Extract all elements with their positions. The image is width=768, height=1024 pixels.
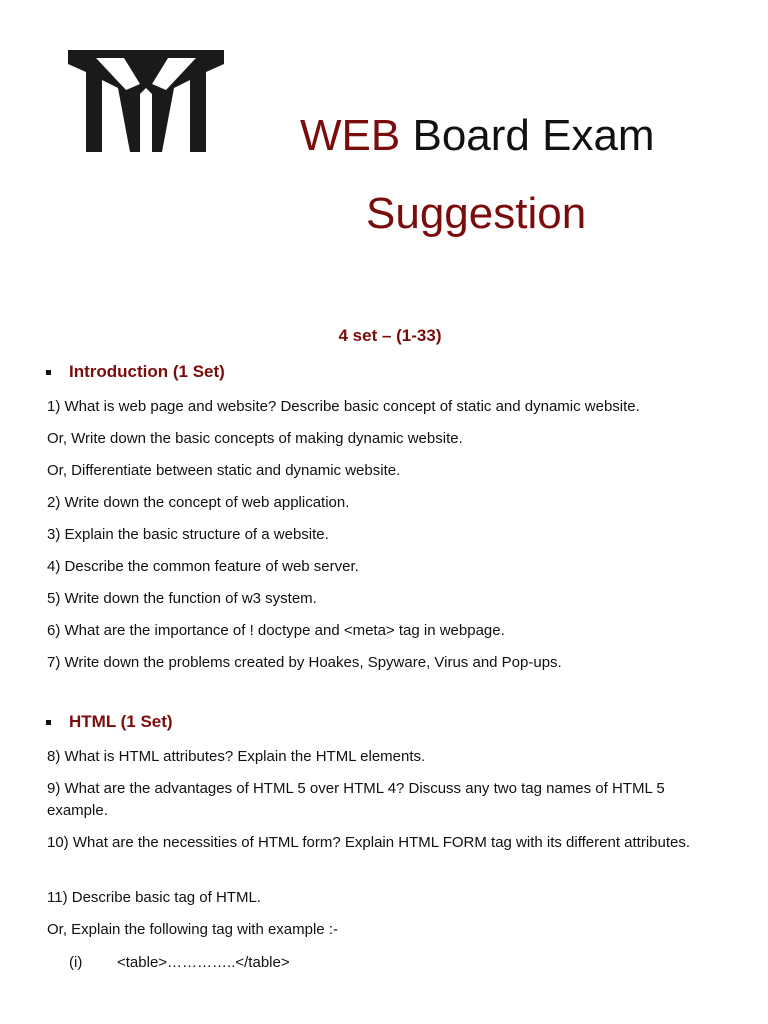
question-line: Or, Differentiate between static and dynamic website. (47, 462, 401, 479)
section-title: Introduction (1 Set) (69, 362, 225, 381)
title-board-exam: Board Exam (412, 111, 655, 160)
question-line: 11) Describe basic tag of HTML. (47, 889, 261, 906)
question-line: 1) What is web page and website? Describe basic concept of static and dynamic website. (47, 398, 640, 415)
question-line: Or, Explain the following tag with example :- (47, 921, 338, 938)
bullet-icon (46, 720, 51, 725)
question-line: 4) Describe the common feature of web server. (47, 558, 359, 575)
bullet-icon (46, 370, 51, 375)
page-title-line1 (300, 108, 655, 164)
set-range: 4 set – (1-33) (338, 326, 442, 345)
section-heading-html (46, 712, 173, 732)
sub-item-text: <table>…………..</table> (117, 954, 290, 971)
section-title: HTML (1 Set) (69, 712, 173, 731)
sub-item-number: (i) (69, 954, 83, 971)
question-line: Or, Write down the basic concepts of making dynamic website. (47, 430, 463, 447)
question-line: 2) Write down the concept of web application. (47, 494, 350, 511)
question-line: 9) What are the advantages of HTML 5 over HTML 4? Discuss any two tag names of HTML 5 example. (47, 780, 665, 819)
question-line: 3) Explain the basic structure of a website. (47, 526, 329, 543)
question-line: 5) Write down the function of w3 system. (47, 590, 317, 607)
logo-image (66, 44, 226, 156)
title-web: WEB (300, 111, 401, 160)
question-line: 7) Write down the problems created by Hoakes, Spyware, Virus and Pop-ups. (47, 654, 562, 671)
question-line: 6) What are the importance of ! doctype and <meta> tag in webpage. (47, 622, 505, 639)
question-line: 10) What are the necessities of HTML form? Explain HTML FORM tag with its different attributes. (47, 834, 691, 851)
question-line: 8) What is HTML attributes? Explain the HTML elements. (47, 748, 426, 765)
section-heading-introduction (46, 362, 225, 382)
title-suggestion: Suggestion (366, 189, 587, 238)
sub-item (69, 952, 290, 974)
